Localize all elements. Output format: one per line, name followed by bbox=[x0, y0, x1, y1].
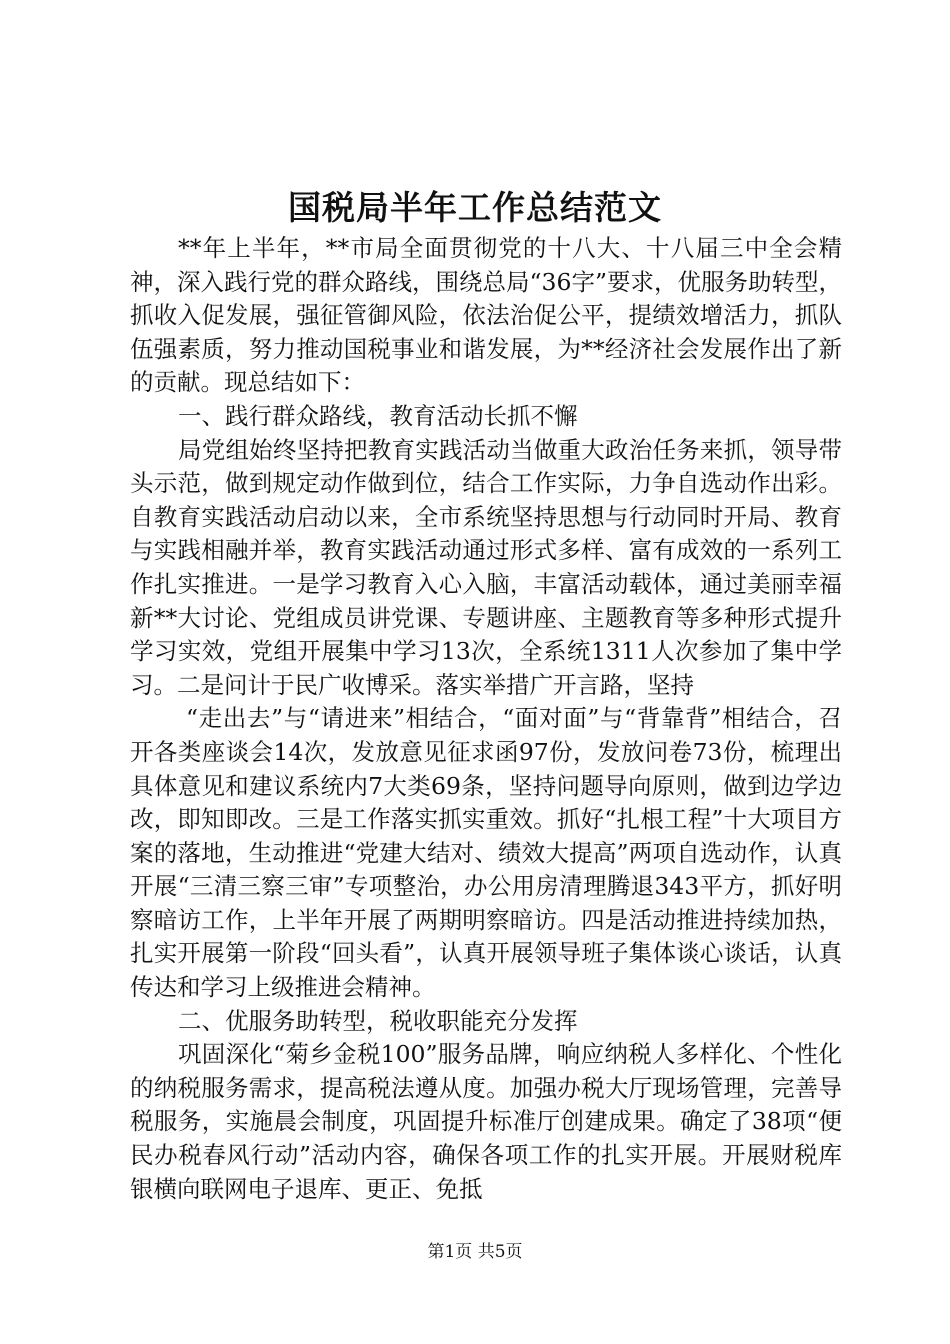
section-heading-2: 二、优服务助转型，税收职能充分发挥 bbox=[178, 1006, 578, 1035]
section-1-paragraph: 局党组始终坚持把教育实践活动当做重大政治任务来抓，领导带头示范，做到规定动作做到位，结合工作实际，力争自选动作出彩。自教育实践活动启动以来，全市系统坚持思想与行动同时开局、教育与实践相融并举，教育实践活动通过形式多样、富有成效的一系列工作扎实推进。一是学习教育入心入脑，丰富活动载体，通过美丽幸福新**大讨论、党组成员讲党课、专题讲座、主题教育等多种形式提升学习实效，党组开展集中学习13次，全系统1311人次参加了集中学习。二是问计于民广收博采。落实举措广开言路，坚持 bbox=[130, 435, 842, 699]
section-1-continued-paragraph: “走出去”与“请进来”相结合，“面对面”与“背靠背”相结合，召开各类座谈会14次，发放意见征求函97份，发放问卷73份，梳理出具体意见和建议系统内7大类69条，坚持问题导向原则，做到边学边改，即知即改。三是工作落实抓实重效。抓好“扎根工程”十大项目方案的落地，生动推进“党建大结对、绩效大提高”两项自选动作，认真开展“三清三察三审”专项整治，办公用房清理腾退343平方，抓好明察暗访工作，上半年开展了两期明察暗访。四是活动推进持续加热，扎实开展第一阶段“回头看”，认真开展领导班子集体谈心谈话，认真传达和学习上级推进会精神。 bbox=[130, 704, 842, 1002]
page-number-footer: 第1页 共5页 bbox=[427, 1242, 523, 1262]
section-heading-1: 一、践行群众路线，教育活动长抓不懈 bbox=[178, 401, 578, 430]
intro-paragraph: **年上半年，**市局全面贯彻党的十八大、十八届三中全会精神，深入践行党的群众路线，围绕总局“36字”要求，优服务助转型，抓收入促发展，强征管御风险，依法治促公平，提绩效增活力，抓队伍强素质，努力推动国税事业和谐发展，为**经济社会发展作出了新的贡献。现总结如下： bbox=[130, 234, 842, 397]
document-body bbox=[130, 232, 842, 1206]
document-title: 国税局半年工作总结范文 bbox=[288, 188, 662, 227]
section-2-paragraph: 巩固深化“菊乡金税100”服务品牌，响应纳税人多样化、个性化的纳税服务需求，提高税法遵从度。加强办税大厅现场管理，完善导税服务，实施晨会制度，巩固提升标准厅创建成果。确定了38项“便民办税春风行动”活动内容，确保各项工作的扎实开展。开展财税库银横向联网电子退库、更正、免抵 bbox=[130, 1040, 842, 1203]
